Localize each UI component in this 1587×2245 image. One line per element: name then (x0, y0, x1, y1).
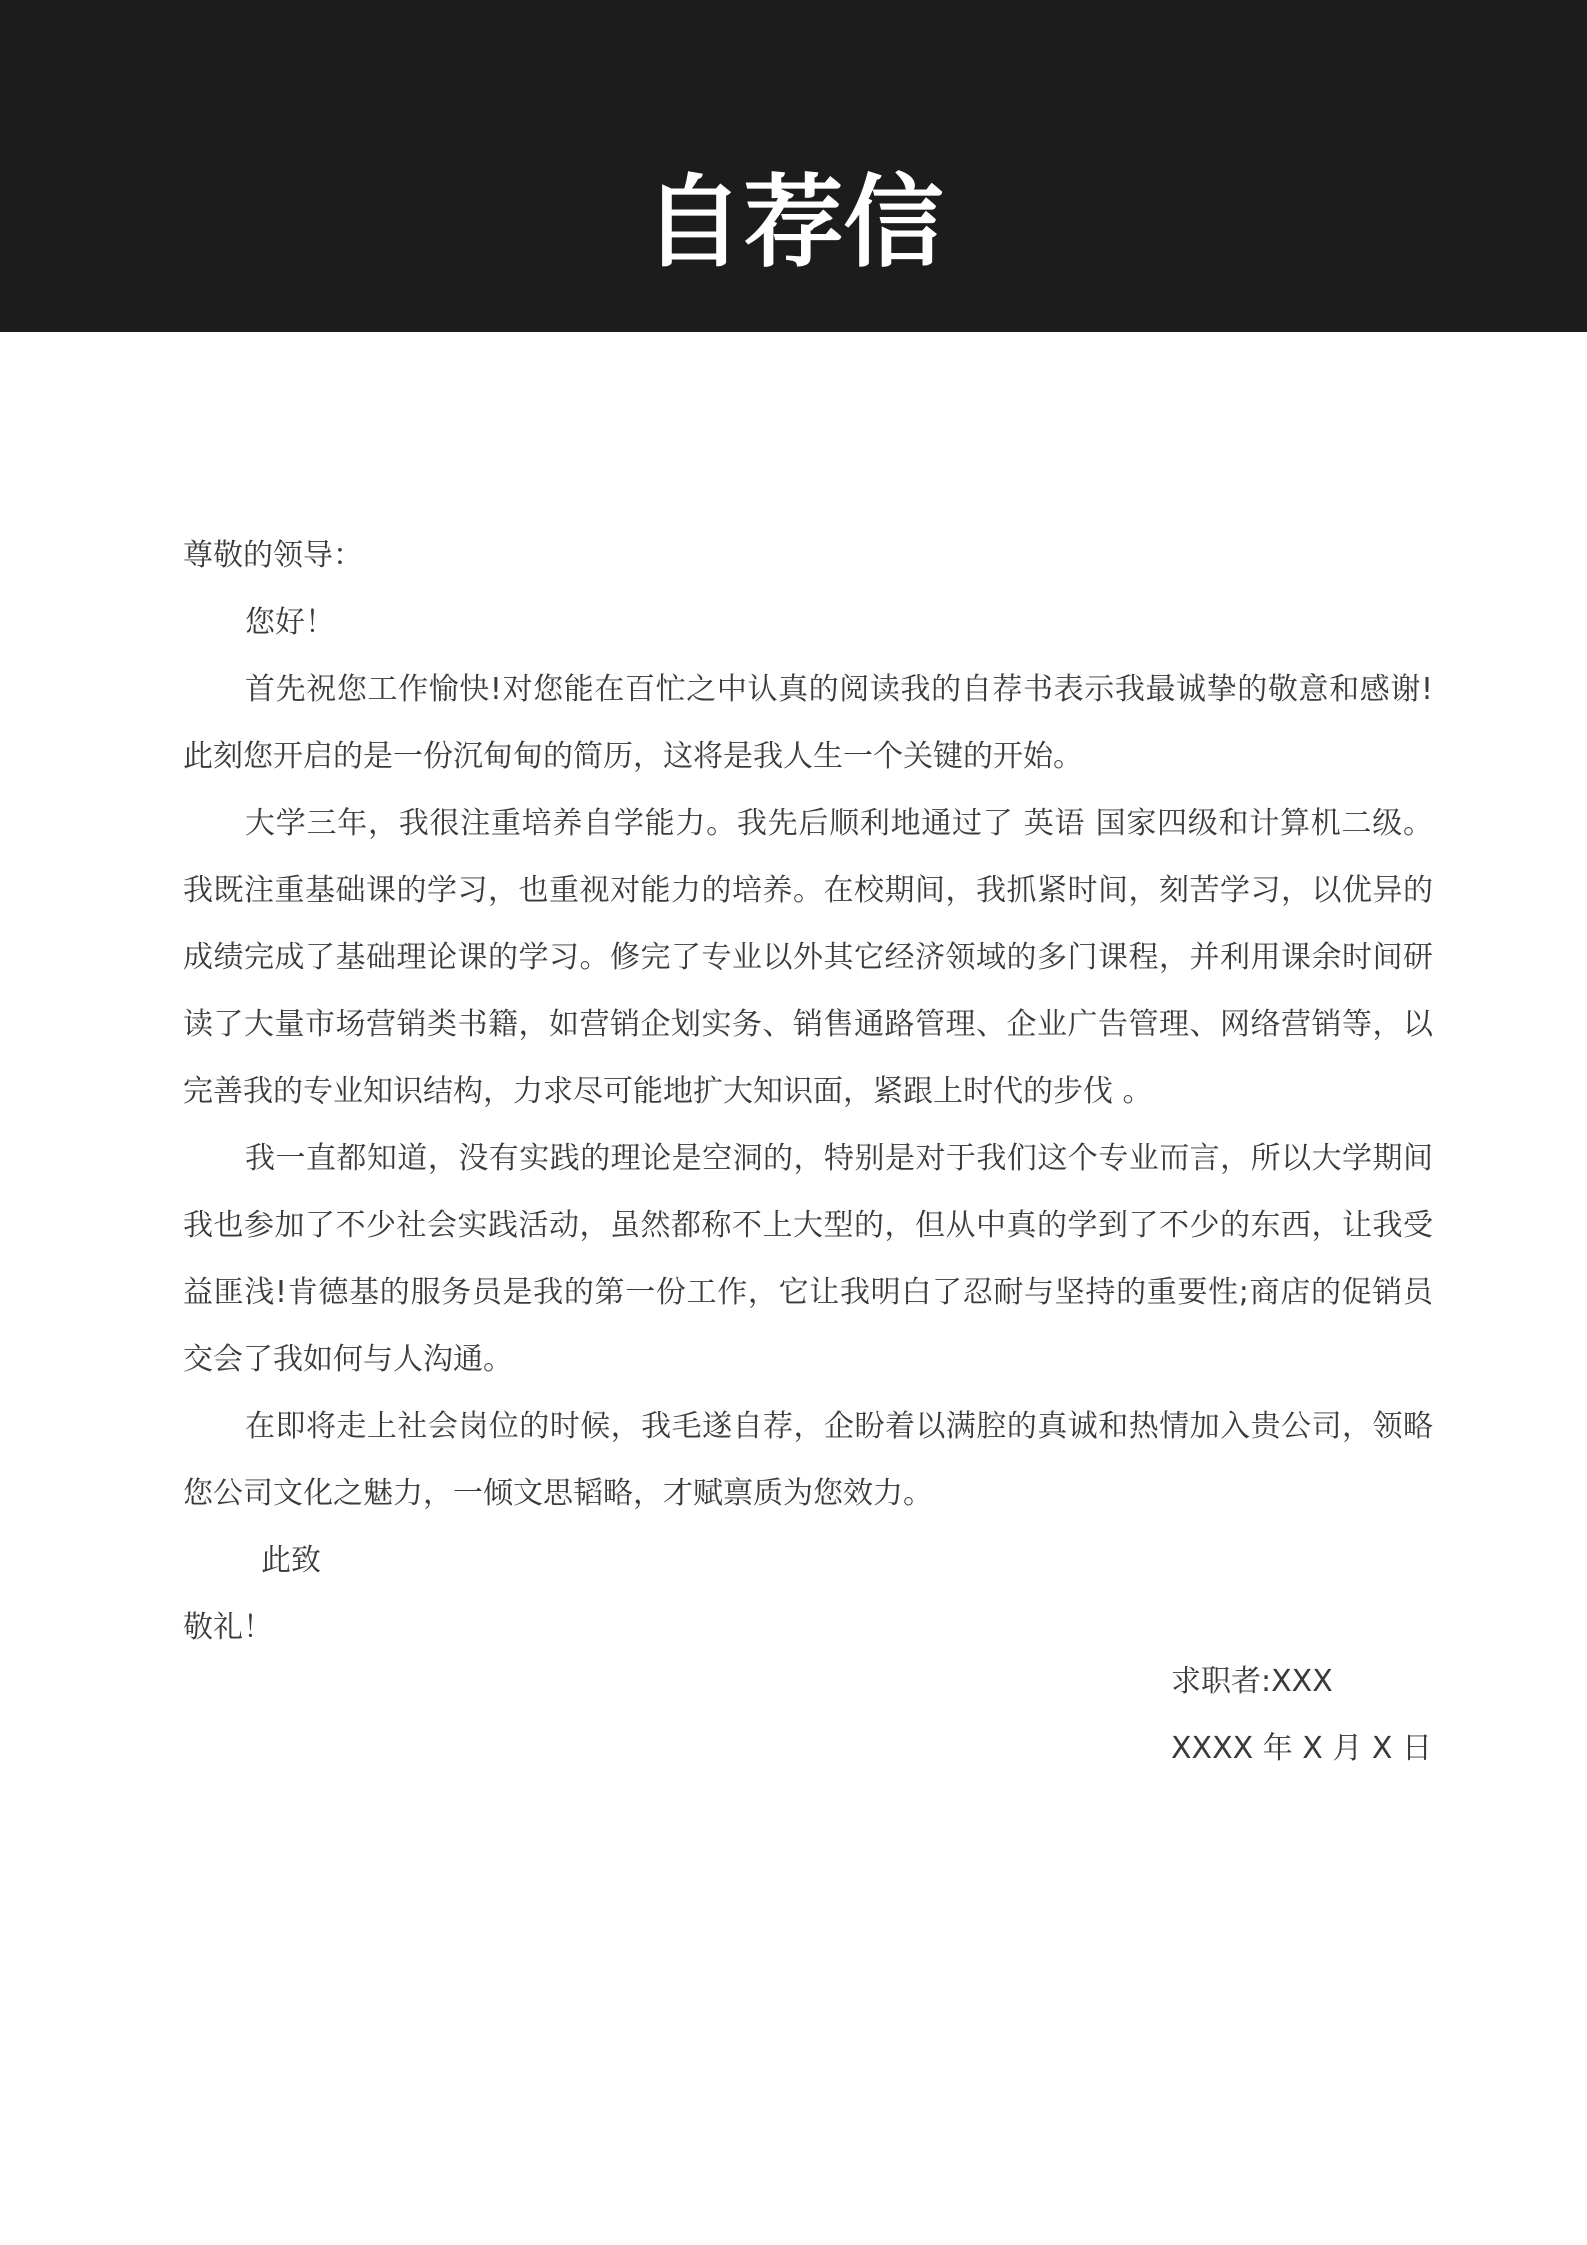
header-band (0, 0, 1587, 332)
letter-body (183, 522, 1433, 1661)
greeting: 您好！ (245, 605, 335, 640)
closing-jing-li: 敬礼！ (183, 1610, 273, 1645)
paragraph-3: 我一直都知道，没有实践的理论是空洞的，特别是对于我们这个专业而言，所以大学期间我也参加了不少社会实践活动，虽然都称不上大型的，但从中真的学到了不少的东西，让我受益匪浅!肯德基的服务员是我的第一份工作，它让我明白了忍耐与坚持的重要性;商店的促销员交会了我如何与人沟通。 (183, 1141, 1433, 1377)
closing-ci-zhi: 此致 (261, 1543, 321, 1578)
paragraph-2: 大学三年，我很注重培养自学能力。我先后顺利地通过了 英语 国家四级和计算机二级。我既注重基础课的学习，也重视对能力的培养。在校期间，我抓紧时间，刻苦学习，以优异的成绩完成了基础理论课的学习。修完了专业以外其它经济领域的多门课程，并利用课余时间研读了大量市场营销类书籍，如营销企划实务、销售通路管理、企业广告管理、网络营销等，以完善我的专业知识结构，力求尽可能地扩大知识面，紧跟上时代的步伐 。 (183, 806, 1433, 1109)
salutation: 尊敬的领导： (183, 538, 363, 573)
paragraph-4: 在即将走上社会岗位的时候，我毛遂自荐，企盼着以满腔的真诚和热情加入贵公司，领略您公司文化之魅力，一倾文思韬略，才赋禀质为您效力。 (183, 1409, 1433, 1511)
page-title: 自荐信 (643, 164, 944, 281)
date: XXXX 年 X 月 X 日 (1171, 1731, 1432, 1766)
signature: 求职者:XXX (1171, 1664, 1333, 1699)
paragraph-1: 首先祝您工作愉快!对您能在百忙之中认真的阅读我的自荐书表示我最诚挚的敬意和感谢!此刻您开启的是一份沉甸甸的简历，这将是我人生一个关键的开始。 (183, 672, 1433, 774)
